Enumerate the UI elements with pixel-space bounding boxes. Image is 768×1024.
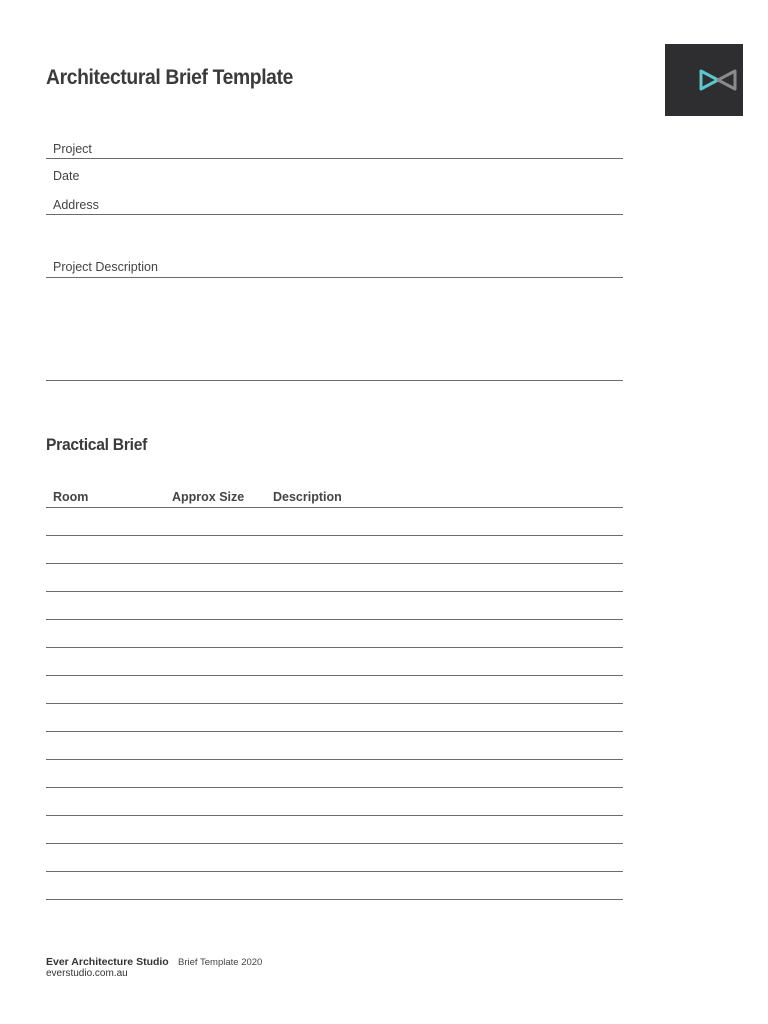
page-title: Architectural Brief Template bbox=[46, 66, 294, 89]
footer-document-name: Brief Template 2020 bbox=[178, 957, 263, 968]
table-row[interactable] bbox=[46, 760, 623, 788]
table-row[interactable] bbox=[46, 732, 623, 760]
table-row[interactable] bbox=[46, 648, 623, 676]
column-header-approx-size: Approx Size bbox=[172, 490, 245, 504]
practical-brief-title: Practical Brief bbox=[46, 435, 148, 454]
table-row[interactable] bbox=[46, 508, 623, 536]
bowtie-logo-icon bbox=[698, 68, 738, 92]
footer-studio-name: Ever Architecture Studio bbox=[46, 956, 169, 968]
date-label: Date bbox=[53, 169, 80, 183]
column-header-description: Description bbox=[273, 490, 342, 504]
table-row[interactable] bbox=[46, 788, 623, 816]
project-description-label: Project Description bbox=[53, 260, 158, 274]
project-description-bottom-line bbox=[46, 380, 623, 381]
logo bbox=[665, 44, 743, 116]
table-row[interactable] bbox=[46, 676, 623, 704]
address-field-line[interactable] bbox=[46, 214, 623, 215]
address-label: Address bbox=[53, 198, 99, 212]
table-row[interactable] bbox=[46, 844, 623, 872]
table-row[interactable] bbox=[46, 620, 623, 648]
column-header-room: Room bbox=[53, 490, 89, 504]
project-description-top-line[interactable] bbox=[46, 277, 623, 278]
table-row[interactable] bbox=[46, 816, 623, 844]
table-row[interactable] bbox=[46, 592, 623, 620]
project-label: Project bbox=[53, 142, 92, 156]
table-row[interactable] bbox=[46, 704, 623, 732]
table-row[interactable] bbox=[46, 872, 623, 900]
table-row[interactable] bbox=[46, 564, 623, 592]
footer-website: everstudio.com.au bbox=[46, 968, 128, 979]
table-row[interactable] bbox=[46, 536, 623, 564]
project-field-line[interactable] bbox=[46, 158, 623, 159]
